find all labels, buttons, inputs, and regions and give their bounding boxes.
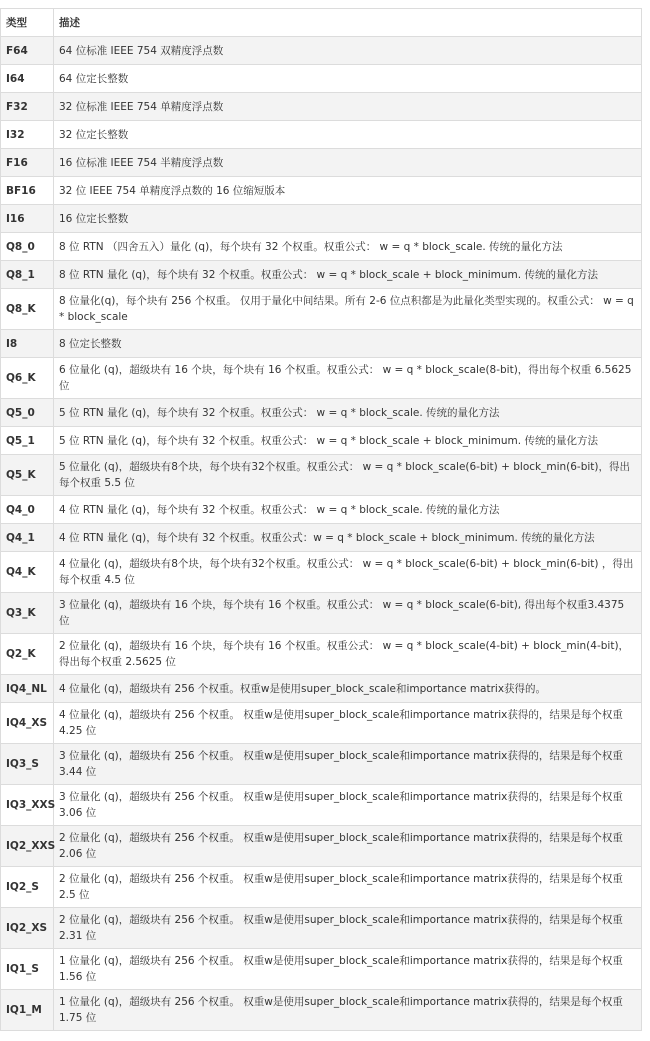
type-cell: Q5_K [1,455,54,496]
type-cell: IQ1_M [1,990,54,1031]
type-cell: Q2_K [1,634,54,675]
description-cell: 1 位量化 (q)，超级块有 256 个权重。 权重w是使用super_block_scale和importance matrix获得的，结果是每个权重 1.75 位 [54,990,642,1031]
description-cell: 8 位定长整数 [54,330,642,358]
table-row [1,177,642,205]
table-row [1,427,642,455]
type-cell: IQ4_NL [1,675,54,703]
description-cell: 3 位量化 (q)，超级块有 256 个权重。 权重w是使用super_block_scale和importance matrix获得的，结果是每个权重 3.44 位 [54,744,642,785]
table-row [1,593,642,634]
table-row [1,524,642,552]
type-cell: F16 [1,149,54,177]
table-row [1,496,642,524]
table-row [1,949,642,990]
table-row [1,233,642,261]
table-row [1,330,642,358]
type-cell: IQ2_XXS [1,826,54,867]
description-cell: 5 位 RTN 量化 (q)，每个块有 32 个权重。权重公式： w = q * block_scale + block_minimum. 传统的量化方法 [54,427,642,455]
type-cell: F32 [1,93,54,121]
header-description: 描述 [54,9,642,37]
description-cell: 32 位定长整数 [54,121,642,149]
description-cell: 4 位量化 (q)，超级块有 256 个权重。权重w是使用super_block_scale和importance matrix获得的。 [54,675,642,703]
table-row [1,289,642,330]
description-cell: 4 位 RTN 量化 (q)，每个块有 32 个权重。权重公式：w = q * block_scale + block_minimum. 传统的量化方法 [54,524,642,552]
table-row [1,867,642,908]
description-cell: 16 位标准 IEEE 754 半精度浮点数 [54,149,642,177]
table-row [1,65,642,93]
description-cell: 8 位 RTN 量化 (q)，每个块有 32 个权重。权重公式： w = q * block_scale + block_minimum. 传统的量化方法 [54,261,642,289]
table-row [1,675,642,703]
description-cell: 4 位量化 (q)，超级块有 256 个权重。 权重w是使用super_block_scale和importance matrix获得的，结果是每个权重 4.25 位 [54,703,642,744]
table-row [1,93,642,121]
description-cell: 8 位量化(q)，每个块有 256 个权重。 仅用于量化中间结果。所有 2-6 位点积都是为此量化类型实现的。权重公式： w = q * block_scale [54,289,642,330]
table-row [1,358,642,399]
type-cell: Q8_0 [1,233,54,261]
table-row [1,121,642,149]
description-cell: 32 位 IEEE 754 单精度浮点数的 16 位缩短版本 [54,177,642,205]
type-cell: Q4_0 [1,496,54,524]
type-cell: IQ3_XXS [1,785,54,826]
table-row [1,261,642,289]
table-row [1,785,642,826]
type-cell: Q6_K [1,358,54,399]
table-row [1,703,642,744]
table-header-row [1,9,642,37]
description-cell: 2 位量化 (q)，超级块有 16 个块，每个块有 16 个权重。权重公式： w = q * block_scale(4-bit) + block_min(4-bit)，得出每个权重 2.5625 位 [54,634,642,675]
description-cell: 16 位定长整数 [54,205,642,233]
description-cell: 2 位量化 (q)，超级块有 256 个权重。 权重w是使用super_block_scale和importance matrix获得的，结果是每个权重 2.31 位 [54,908,642,949]
description-cell: 2 位量化 (q)，超级块有 256 个权重。 权重w是使用super_block_scale和importance matrix获得的，结果是每个权重 2.06 位 [54,826,642,867]
description-cell: 64 位标准 IEEE 754 双精度浮点数 [54,37,642,65]
description-cell: 6 位量化 (q)，超级块有 16 个块，每个块有 16 个权重。权重公式： w = q * block_scale(8-bit)，得出每个权重 6.5625 位 [54,358,642,399]
type-cell: I64 [1,65,54,93]
description-cell: 32 位标准 IEEE 754 单精度浮点数 [54,93,642,121]
description-cell: 1 位量化 (q)，超级块有 256 个权重。 权重w是使用super_block_scale和importance matrix获得的，结果是每个权重 1.56 位 [54,949,642,990]
type-cell: Q3_K [1,593,54,634]
type-cell: Q4_1 [1,524,54,552]
table-row [1,37,642,65]
type-cell: I32 [1,121,54,149]
description-cell: 2 位量化 (q)，超级块有 256 个权重。 权重w是使用super_block_scale和importance matrix获得的，结果是每个权重 2.5 位 [54,867,642,908]
type-cell: Q5_0 [1,399,54,427]
description-cell: 3 位量化 (q)，超级块有 16 个块，每个块有 16 个权重。权重公式： w = q * block_scale(6-bit), 得出每个权重3.4375 位 [54,593,642,634]
description-cell: 64 位定长整数 [54,65,642,93]
type-cell: IQ1_S [1,949,54,990]
type-cell: Q4_K [1,552,54,593]
table-row [1,205,642,233]
type-cell: IQ2_S [1,867,54,908]
table-row [1,149,642,177]
header-type: 类型 [1,9,54,37]
table-row [1,399,642,427]
table-body [1,37,642,1031]
table-row [1,455,642,496]
type-cell: BF16 [1,177,54,205]
type-cell: Q8_K [1,289,54,330]
type-cell: F64 [1,37,54,65]
table-row [1,990,642,1031]
description-cell: 4 位量化 (q)，超级块有8个块，每个块有32个权重。权重公式： w = q * block_scale(6-bit) + block_min(6-bit) ，得出每个权重 4.5 位 [54,552,642,593]
description-cell: 4 位 RTN 量化 (q)，每个块有 32 个权重。权重公式： w = q * block_scale. 传统的量化方法 [54,496,642,524]
table-row [1,744,642,785]
table-row [1,552,642,593]
quantization-types-table [0,8,642,1031]
table-row [1,908,642,949]
description-cell: 8 位 RTN （四舍五入）量化 (q)，每个块有 32 个权重。权重公式： w = q * block_scale. 传统的量化方法 [54,233,642,261]
type-cell: I8 [1,330,54,358]
type-cell: IQ2_XS [1,908,54,949]
type-cell: I16 [1,205,54,233]
type-cell: IQ3_S [1,744,54,785]
description-cell: 5 位量化 (q)，超级块有8个块，每个块有32个权重。权重公式： w = q * block_scale(6-bit) + block_min(6-bit)，得出每个权重 5.5 位 [54,455,642,496]
type-cell: Q8_1 [1,261,54,289]
description-cell: 3 位量化 (q)，超级块有 256 个权重。 权重w是使用super_block_scale和importance matrix获得的，结果是每个权重 3.06 位 [54,785,642,826]
table-row [1,634,642,675]
quantization-types-table-container [0,8,641,1031]
table-row [1,826,642,867]
type-cell: Q5_1 [1,427,54,455]
type-cell: IQ4_XS [1,703,54,744]
description-cell: 5 位 RTN 量化 (q)，每个块有 32 个权重。权重公式： w = q * block_scale. 传统的量化方法 [54,399,642,427]
